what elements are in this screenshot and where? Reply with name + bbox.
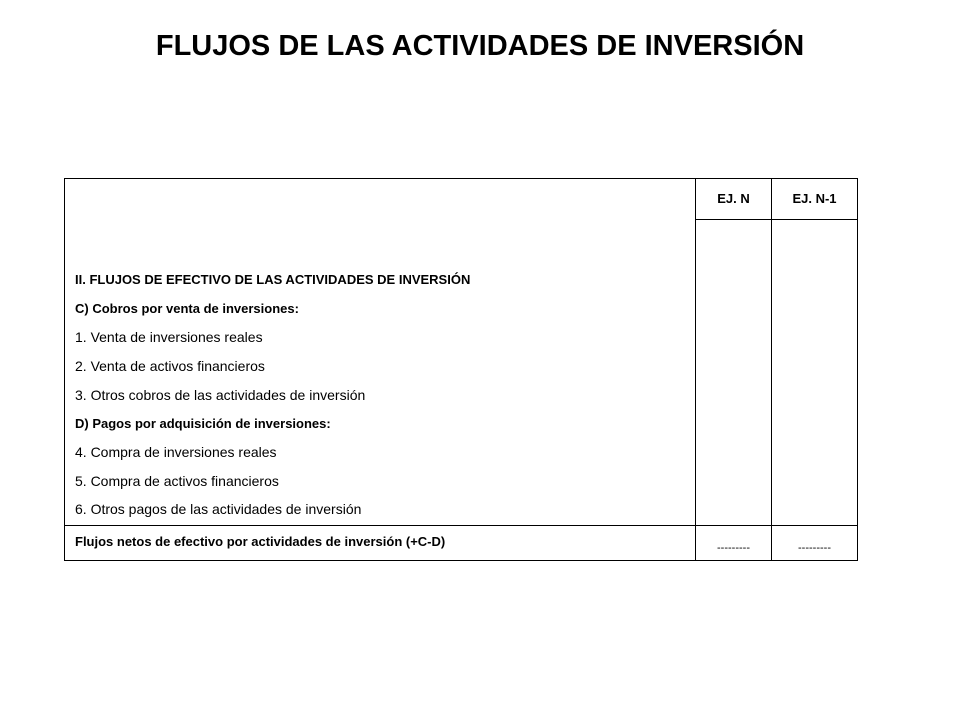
column-divider xyxy=(771,179,772,560)
line-item: 6. Otros pagos de las actividades de inversión xyxy=(75,501,362,517)
line-item: 3. Otros cobros de las actividades de inversión xyxy=(75,387,366,403)
column-header-ej-n-1: EJ. N-1 xyxy=(792,191,837,206)
header-divider xyxy=(695,219,857,220)
total-row-label: Flujos netos de efectivo por actividades de inversión (+C-D) xyxy=(75,534,446,549)
subsection-heading: C) Cobros por venta de inversiones: xyxy=(75,301,299,316)
section-heading: II. FLUJOS DE EFECTIVO DE LAS ACTIVIDADES DE INVERSIÓN xyxy=(75,272,471,287)
subsection-heading: D) Pagos por adquisición de inversiones: xyxy=(75,416,331,431)
line-item: 1. Venta de inversiones reales xyxy=(75,329,263,345)
line-item: 5. Compra de activos financieros xyxy=(75,473,279,489)
line-item: 2. Venta de activos financieros xyxy=(75,358,265,374)
total-value-ej-n-1: --------- xyxy=(798,542,831,554)
page-title: FLUJOS DE LAS ACTIVIDADES DE INVERSIÓN xyxy=(155,30,805,62)
line-item: 4. Compra de inversiones reales xyxy=(75,444,277,460)
total-row-divider xyxy=(65,525,857,526)
total-value-ej-n: --------- xyxy=(717,542,750,554)
column-header-ej-n: EJ. N xyxy=(717,191,750,206)
investment-cash-flow-table xyxy=(64,178,858,561)
column-divider xyxy=(695,179,696,560)
